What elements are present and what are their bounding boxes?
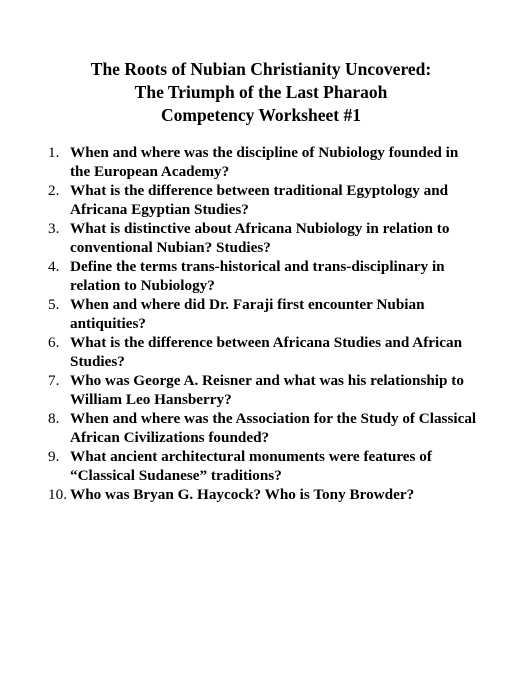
title-line-3: Competency Worksheet #1 (161, 105, 361, 125)
question-list (0, 143, 522, 504)
question-number: 8. (48, 410, 60, 427)
question-number: 5. (48, 296, 60, 313)
question-number: 2. (48, 182, 60, 199)
question-text: When and where was the discipline of Nubiology founded in the European Academy? (70, 144, 459, 180)
question-item (0, 257, 480, 295)
title-line-2: The Triumph of the Last Pharaoh (134, 82, 388, 102)
question-item (0, 219, 480, 257)
question-item (0, 333, 480, 371)
question-text: What is distinctive about Africana Nubiology in relation to conventional Nubian? Studies? (70, 220, 450, 256)
question-text: When and where was the Association for the Study of Classical African Civilizations founded? (70, 410, 477, 446)
question-text: Who was George A. Reisner and what was his relationship to William Leo Hansberry? (70, 372, 464, 408)
worksheet-title (0, 58, 522, 127)
question-number: 7. (48, 372, 60, 389)
question-item (0, 409, 480, 447)
title-line-1: The Roots of Nubian Christianity Uncovered: (90, 59, 432, 79)
question-item (0, 181, 480, 219)
question-text: What ancient architectural monuments were features of “Classical Sudanese” traditions? (70, 448, 432, 484)
question-number: 6. (48, 334, 60, 351)
question-text: What is the difference between Africana Studies and African Studies? (70, 334, 463, 370)
question-number: 10. (48, 486, 67, 503)
question-item (0, 143, 480, 181)
question-text: When and where did Dr. Faraji first encounter Nubian antiquities? (70, 296, 425, 332)
question-text: Who was Bryan G. Haycock? Who is Tony Browder? (70, 486, 415, 503)
question-number: 9. (48, 448, 60, 465)
question-number: 4. (48, 258, 60, 275)
question-number: 1. (48, 144, 60, 161)
question-item (0, 371, 480, 409)
question-text: Define the terms trans-historical and trans-disciplinary in relation to Nubiology? (70, 258, 445, 294)
question-number: 3. (48, 220, 60, 237)
question-item (0, 447, 480, 485)
question-item (0, 485, 480, 504)
question-text: What is the difference between traditional Egyptology and Africana Egyptian Studies? (70, 182, 449, 218)
question-item (0, 295, 480, 333)
